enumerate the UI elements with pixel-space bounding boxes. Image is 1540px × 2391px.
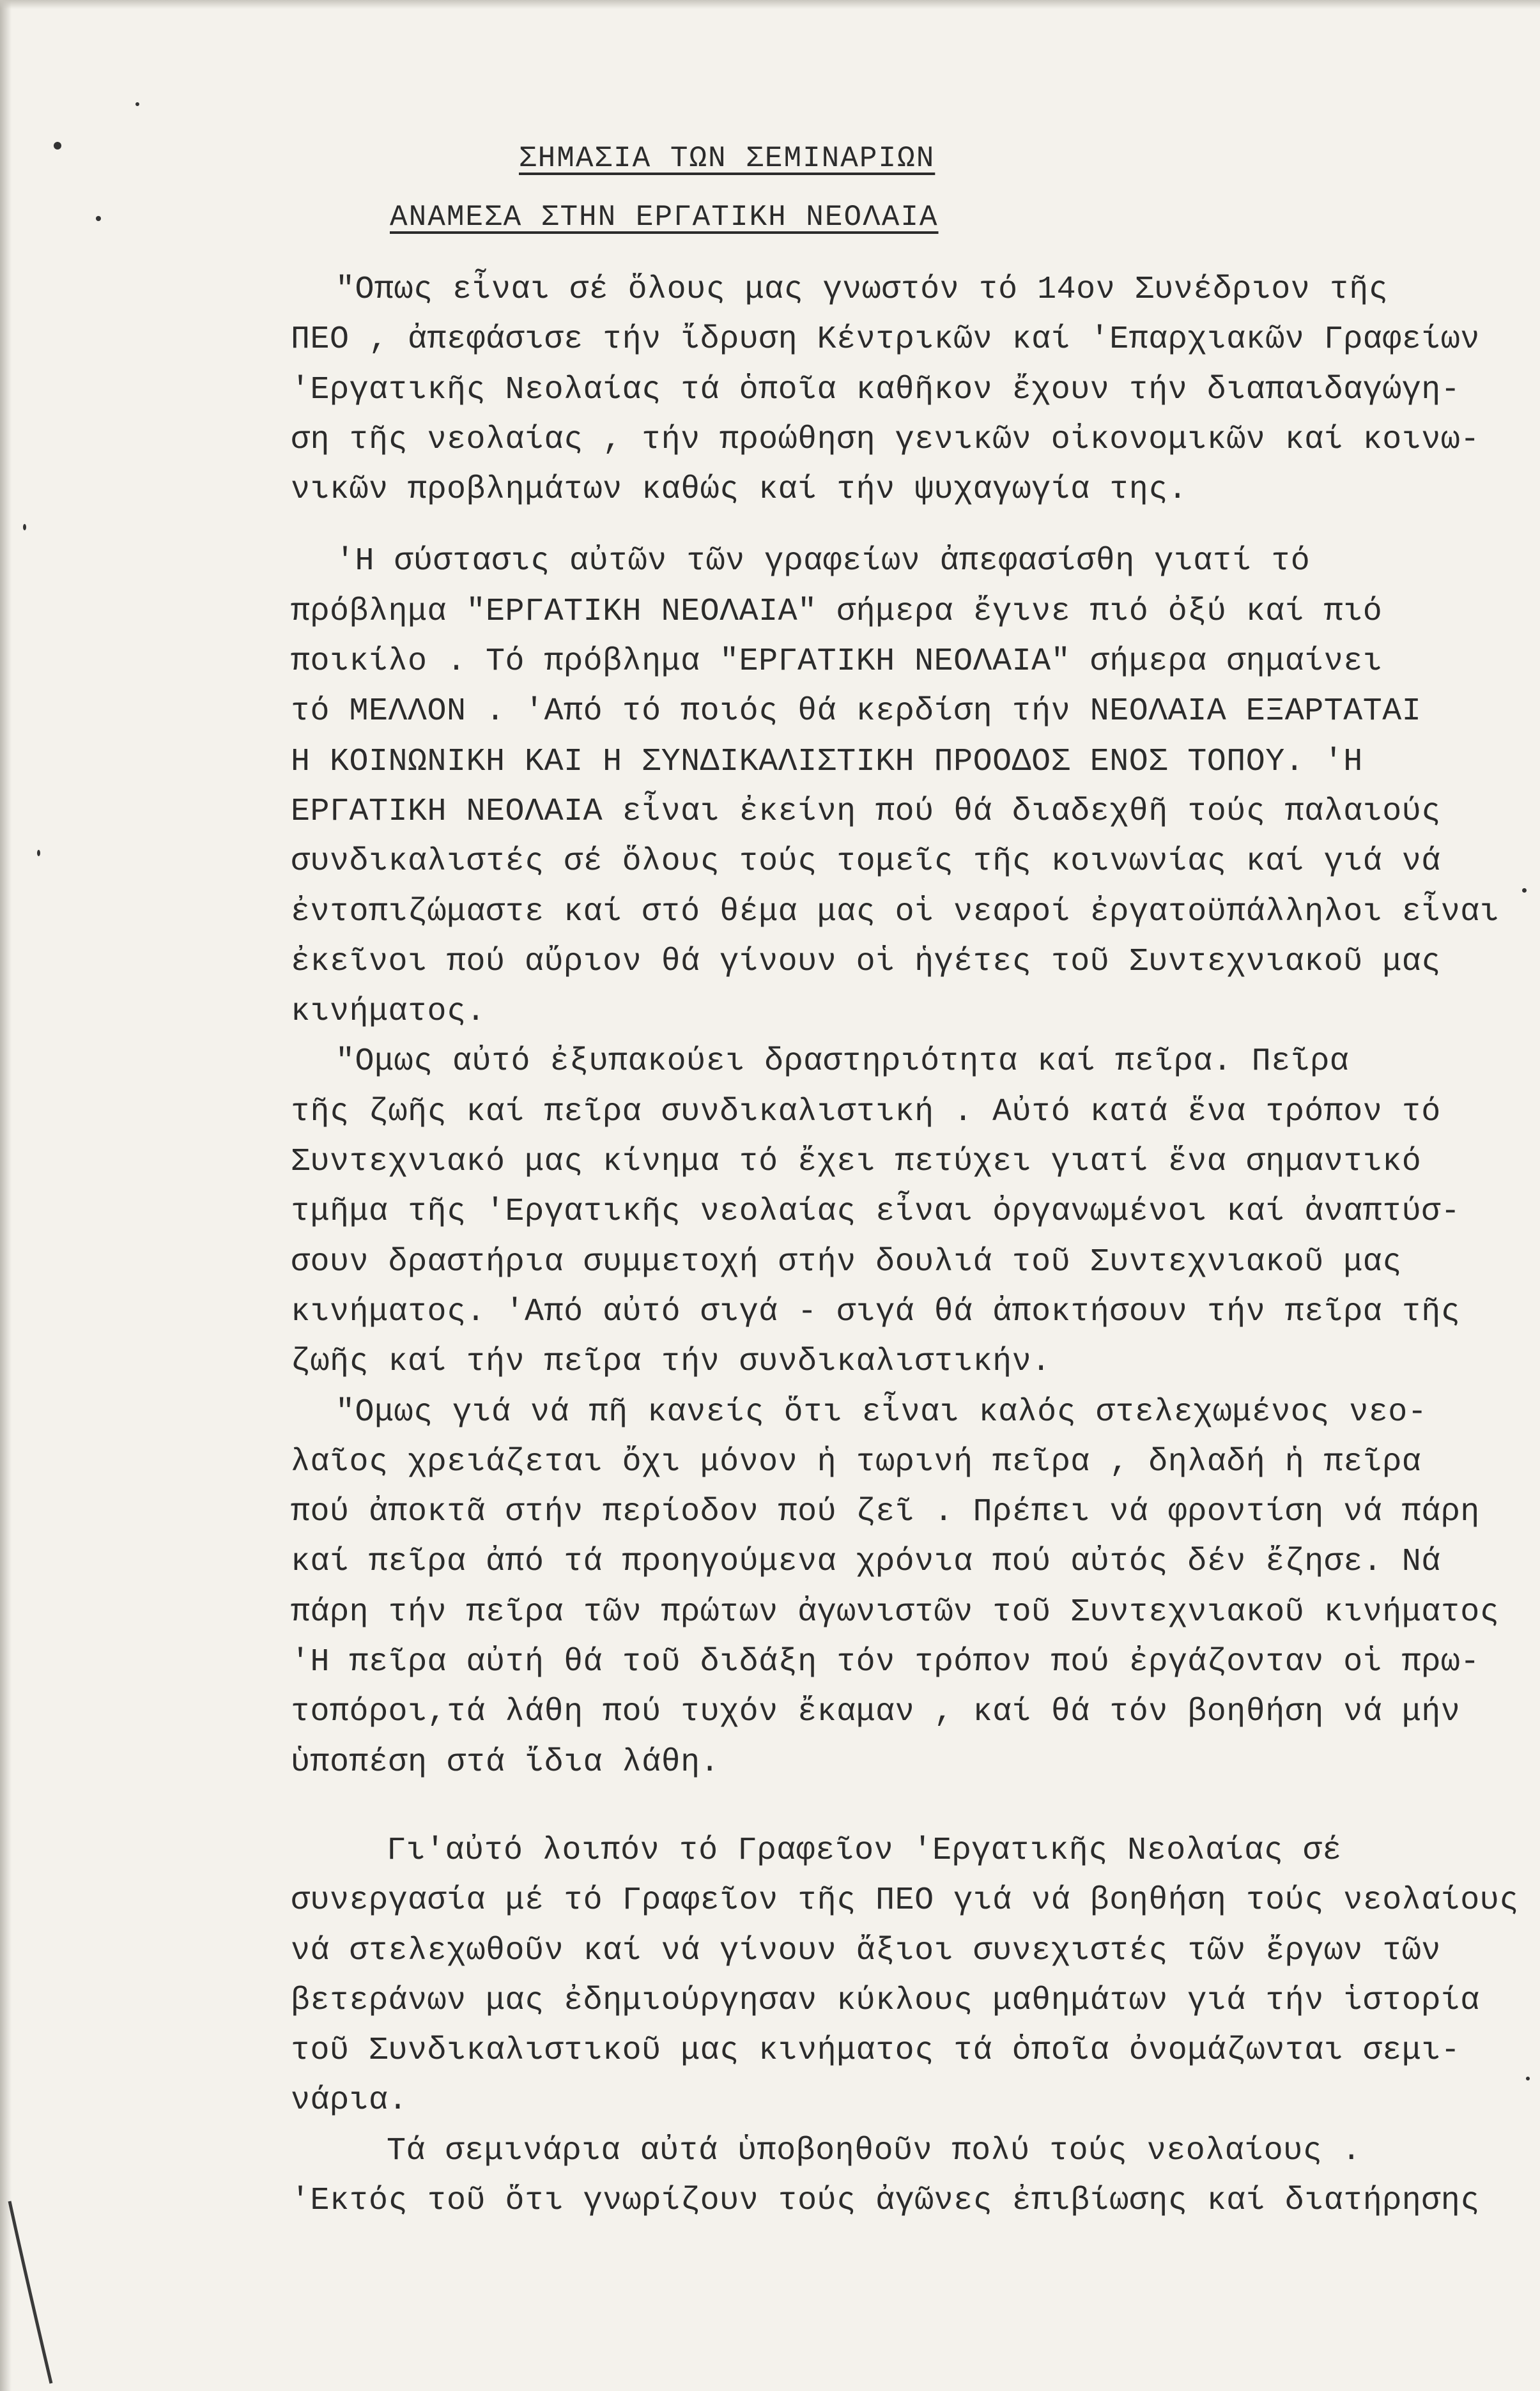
paragraph-4: [291, 1388, 1500, 1788]
paragraph-5: [291, 1826, 1519, 2126]
text-line: νά στελεχωθοῦν καί νά γίνουν ἄξιοι συνεχιστές τῶν ἔργων τῶν: [291, 1932, 1441, 1969]
title-line-1: ΣΗΜΑΣΙΑ ΤΩΝ ΣΕΜΙΝΑΡΙΩΝ: [519, 142, 936, 175]
document-body: [291, 265, 1519, 2226]
text-line: ἐκεῖνοι πού αὔριον θά γίνουν οἱ ἡγέτες τοῦ Συντεχνιακοῦ μας: [291, 943, 1441, 980]
text-line: ΕΡΓΑΤΙΚΗ ΝΕΟΛΑΙΑ εἶναι ἐκείνη πού θά διαδεχθῆ τούς παλαιούς: [291, 793, 1441, 830]
text-line: λαῖος χρειάζεται ὄχι μόνον ἡ τωρινή πεῖρα , δηλαδή ἡ πεῖρα: [291, 1443, 1422, 1480]
text-line: τοπόροι,τά λάθη πού τυχόν ἔκαμαν , καί θά τόν βοηθήση νά μήν: [291, 1694, 1461, 1731]
text-line: Γι'αὐτό λοιπόν τό Γραφεῖον 'Εργατικῆς Νεολαίας σέ: [387, 1832, 1342, 1869]
text-line: πρόβλημα "ΕΡΓΑΤΙΚΗ ΝΕΟΛΑΙΑ" σήμερα ἔγινε πιό ὀξύ καί πιό: [291, 593, 1383, 630]
title-line-2: ΑΝΑΜΕΣΑ ΣΤΗΝ ΕΡΓΑΤΙΚΗ ΝΕΟΛΑΙΑ: [390, 201, 939, 234]
text-line: 'Η σύστασις αὐτῶν τῶν γραφείων ἀπεφασίσθη γιατί τό: [335, 543, 1311, 580]
text-line: 'Εκτός τοῦ ὅτι γνωρίζουν τούς ἀγῶνες ἐπιβίωσης καί διατήρησης: [291, 2182, 1480, 2219]
text-line: ὑποπέση στά ἴδια λάθη.: [291, 1744, 720, 1781]
text-line: τοῦ Συνδικαλιστικοῦ μας κινήματος τά ὁποῖα ὀνομάζωνται σεμι-: [291, 2033, 1461, 2070]
text-line: Η ΚΟΙΝΩΝΙΚΗ ΚΑΙ Η ΣΥΝΔΙΚΑΛΙΣΤΙΚΗ ΠΡΟΟΔΟΣ ΕΝΟΣ ΤΟΠΟΥ. 'Η: [291, 743, 1363, 780]
paragraph-2: [291, 537, 1500, 1037]
text-line: νικῶν προβλημάτων καθώς καί τήν ψυχαγωγία της.: [291, 472, 1188, 509]
text-line: 'Η πεῖρα αὐτή θά τοῦ διδάξη τόν τρόπον πού ἐργάζονταν οἱ πρω-: [291, 1644, 1480, 1681]
scan-shadow-top: [0, 0, 1540, 9]
text-line: ση τῆς νεολαίας , τήν προώθηση γενικῶν οἰκονομικῶν καί κοινω-: [291, 421, 1480, 458]
text-line: ποικίλο . Τό πρόβλημα "ΕΡΓΑΤΙΚΗ ΝΕΟΛΑΙΑ" σήμερα σημαίνει: [291, 643, 1383, 680]
text-line: τό ΜΕΛΛΟΝ . 'Από τό ποιός θά κερδίση τήν ΝΕΟΛΑΙΑ ΕΞΑΡΤΑΤΑΙ: [291, 693, 1422, 730]
text-line: "Ομως αὐτό ἐξυπακούει δραστηριότητα καί πεῖρα. Πεῖρα: [335, 1043, 1350, 1080]
scan-shadow-left: [0, 0, 12, 2391]
ink-speck: [37, 850, 40, 856]
ink-speck: [23, 524, 26, 530]
text-line: 'Εργατικῆς Νεολαίας τά ὁποῖα καθῆκον ἔχουν τήν διαπαιδαγώγη-: [291, 371, 1461, 408]
text-line: καί πεῖρα ἀπό τά προηγούμενα χρόνια πού αὐτός δέν ἔζησε. Νά: [291, 1544, 1441, 1581]
ink-speck: [1522, 888, 1527, 893]
text-line: τῆς ζωῆς καί πεῖρα συνδικαλιστική . Αὐτό κατά ἕνα τρόπον τό: [291, 1093, 1441, 1130]
text-line: βετεράνων μας ἐδημιούργησαν κύκλους μαθημάτων γιά τήν ἱστορία: [291, 1982, 1480, 2019]
text-line: κινήματος. 'Από αὐτό σιγά - σιγά θά ἀποκτήσουν τήν πεῖρα τῆς: [291, 1293, 1461, 1330]
text-line: συνδικαλιστές σέ ὅλους τούς τομεῖς τῆς κοινωνίας καί γιά νά: [291, 843, 1441, 880]
text-line: ἐντοπιζώμαστε καί στό θέμα μας οἱ νεαροί ἐργατοϋπάλληλοι εἶναι: [291, 893, 1500, 930]
text-line: νάρια.: [291, 2082, 408, 2119]
text-line: τμῆμα τῆς 'Εργατικῆς νεολαίας εἶναι ὀργανωμένοι καί ἀναπτύσ-: [291, 1194, 1461, 1231]
text-line: ΠΕΟ , ἀπεφάσισε τήν ἴδρυση Κέντρικῶν καί 'Επαρχιακῶν Γραφείων: [291, 321, 1480, 358]
paragraph-3: [291, 1037, 1492, 1387]
text-line: κινήματος.: [291, 994, 486, 1031]
ink-speck: [96, 216, 101, 221]
ink-speck: [54, 142, 61, 150]
paragraph-6: [291, 2126, 1492, 2227]
margin-pen-stroke: [0, 2198, 70, 2390]
ink-speck: [1526, 2077, 1530, 2080]
text-line: σουν δραστήρια συμμετοχή στήν δουλιά τοῦ Συντεχνιακοῦ μας: [291, 1243, 1402, 1280]
text-line: πού ἀποκτᾶ στήν περίοδον πού ζεῖ . Πρέπει νά φροντίση νά πάρη: [291, 1494, 1480, 1531]
text-line: Συντεχνιακό μας κίνημα τό ἔχει πετύχει γιατί ἕνα σημαντικό: [291, 1144, 1422, 1181]
text-line: ζωῆς καί τήν πεῖρα τήν συνδικαλιστικήν.: [291, 1344, 1051, 1381]
text-line: πάρη τήν πεῖρα τῶν πρώτων ἀγωνιστῶν τοῦ Συντεχνιακοῦ κινήματος: [291, 1594, 1500, 1631]
text-line: "Ομως γιά νά πῆ κανείς ὅτι εἶναι καλός στελεχωμένος νεο-: [335, 1394, 1428, 1431]
paragraph-1: [291, 265, 1492, 515]
text-line: "Οπως εἶναι σέ ὅλους μας γνωστόν τό 14ον Συνέδριον τῆς: [335, 272, 1389, 308]
text-line: συνεργασία μέ τό Γραφεῖον τῆς ΠΕΟ γιά νά βοηθήση τούς νεολαίους: [291, 1882, 1519, 1919]
ink-speck: [135, 102, 139, 106]
text-line: Τά σεμινάρια αὐτά ὑποβοηθοῦν πολύ τούς νεολαίους .: [387, 2132, 1362, 2169]
